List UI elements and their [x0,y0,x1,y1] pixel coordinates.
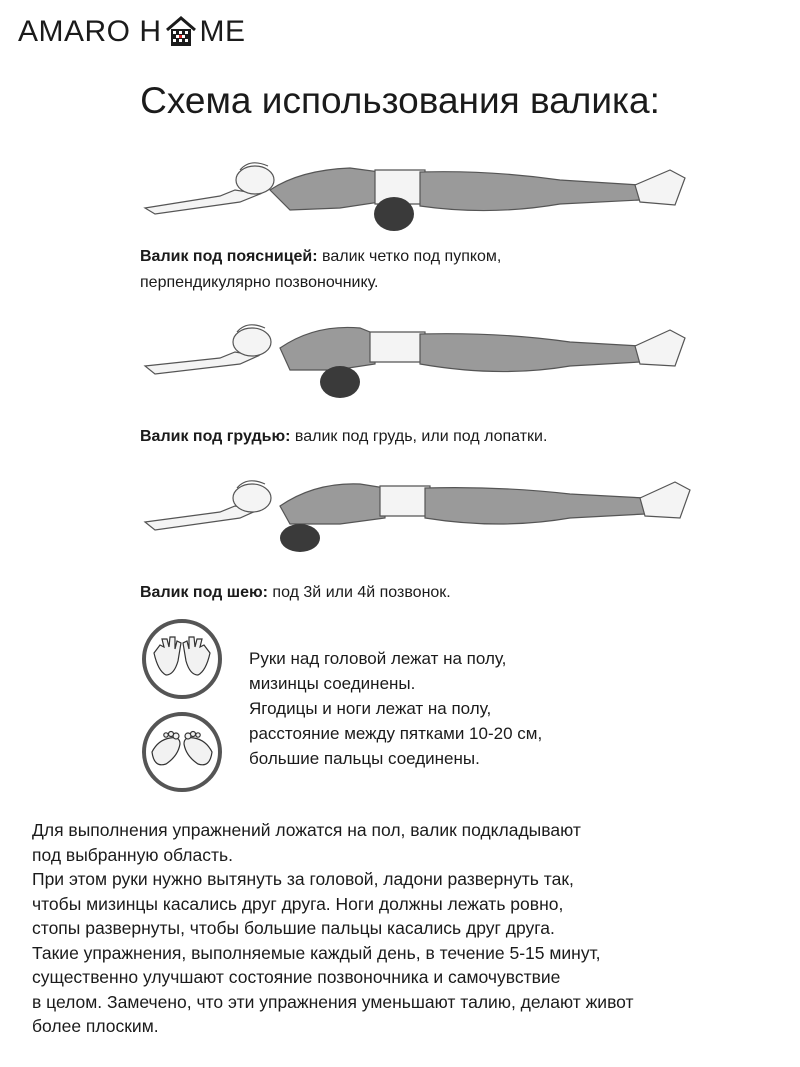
woman-figure [145,481,690,530]
caption-lower-back [140,244,660,296]
positioning-rules [249,646,769,771]
figure-roller-neck [140,460,700,560]
hands-icon [140,617,224,701]
woman-figure [145,325,685,374]
caption-neck-title: Валик под шею: [140,584,268,601]
roller-icon [320,366,360,398]
caption-lower-back-title: Валик под поясницей: [140,248,318,265]
roller-icon [374,197,414,231]
paragraph-line: стопы развернуты, чтобы большие пальцы касались друг друга. [32,918,555,938]
caption-neck [140,580,660,606]
figure-roller-lower-back [140,150,700,242]
roller-icon [280,524,320,552]
caption-neck-text: под 3й или 4й позвонок. [267,584,451,601]
paragraph-line: под выбранную область. [32,844,233,865]
feet-icon [140,710,224,794]
caption-chest-title: Валик под грудью: [140,428,291,445]
caption-lower-back-text: валик четко под пупком, [317,248,502,265]
paragraph-line: При этом руки нужно вытянуть за головой, ладони развернуть так, [32,869,574,889]
caption-lower-back-text2: перпендикулярно позвоночнику. [140,274,379,291]
rule-line: Ягодицы и ноги лежат на полу, [249,699,492,718]
paragraph-line: существенно улучшают состояние позвоночника и самочувствие [32,967,561,987]
logo-text-left: AMARO H [18,15,162,48]
caption-chest-text: валик под грудь, или под лопатки. [290,428,548,445]
caption-chest [140,424,700,450]
rule-line: расстояние между пятками 10-20 см, [249,724,543,743]
instructions-paragraph [32,818,782,1039]
woman-figure [145,163,685,214]
paragraph-line: Такие упражнения, выполняемые каждый день, в течение 5-15 минут, [32,942,601,963]
rule-line: мизинцы соединены. [249,674,416,693]
figure-roller-chest [140,320,700,412]
page-title: Схема использования валика: [140,80,660,121]
paragraph-line: более плоским. [32,1016,159,1036]
rule-line: Руки над головой лежат на полу, [249,649,507,668]
logo-text-right: ME [199,15,246,48]
paragraph-line: чтобы мизинцы касались друг друга. Ноги должны лежать ровно, [32,893,564,914]
paragraph-line: в целом. Замечено, что эти упражнения уменьшают талию, делают живот [32,991,634,1012]
paragraph-line: Для выполнения упражнений ложатся на пол, валик подкладывают [32,820,581,840]
house-icon [164,15,198,49]
brand-logo [18,14,246,50]
rule-line: большие пальцы соединены. [249,749,480,768]
